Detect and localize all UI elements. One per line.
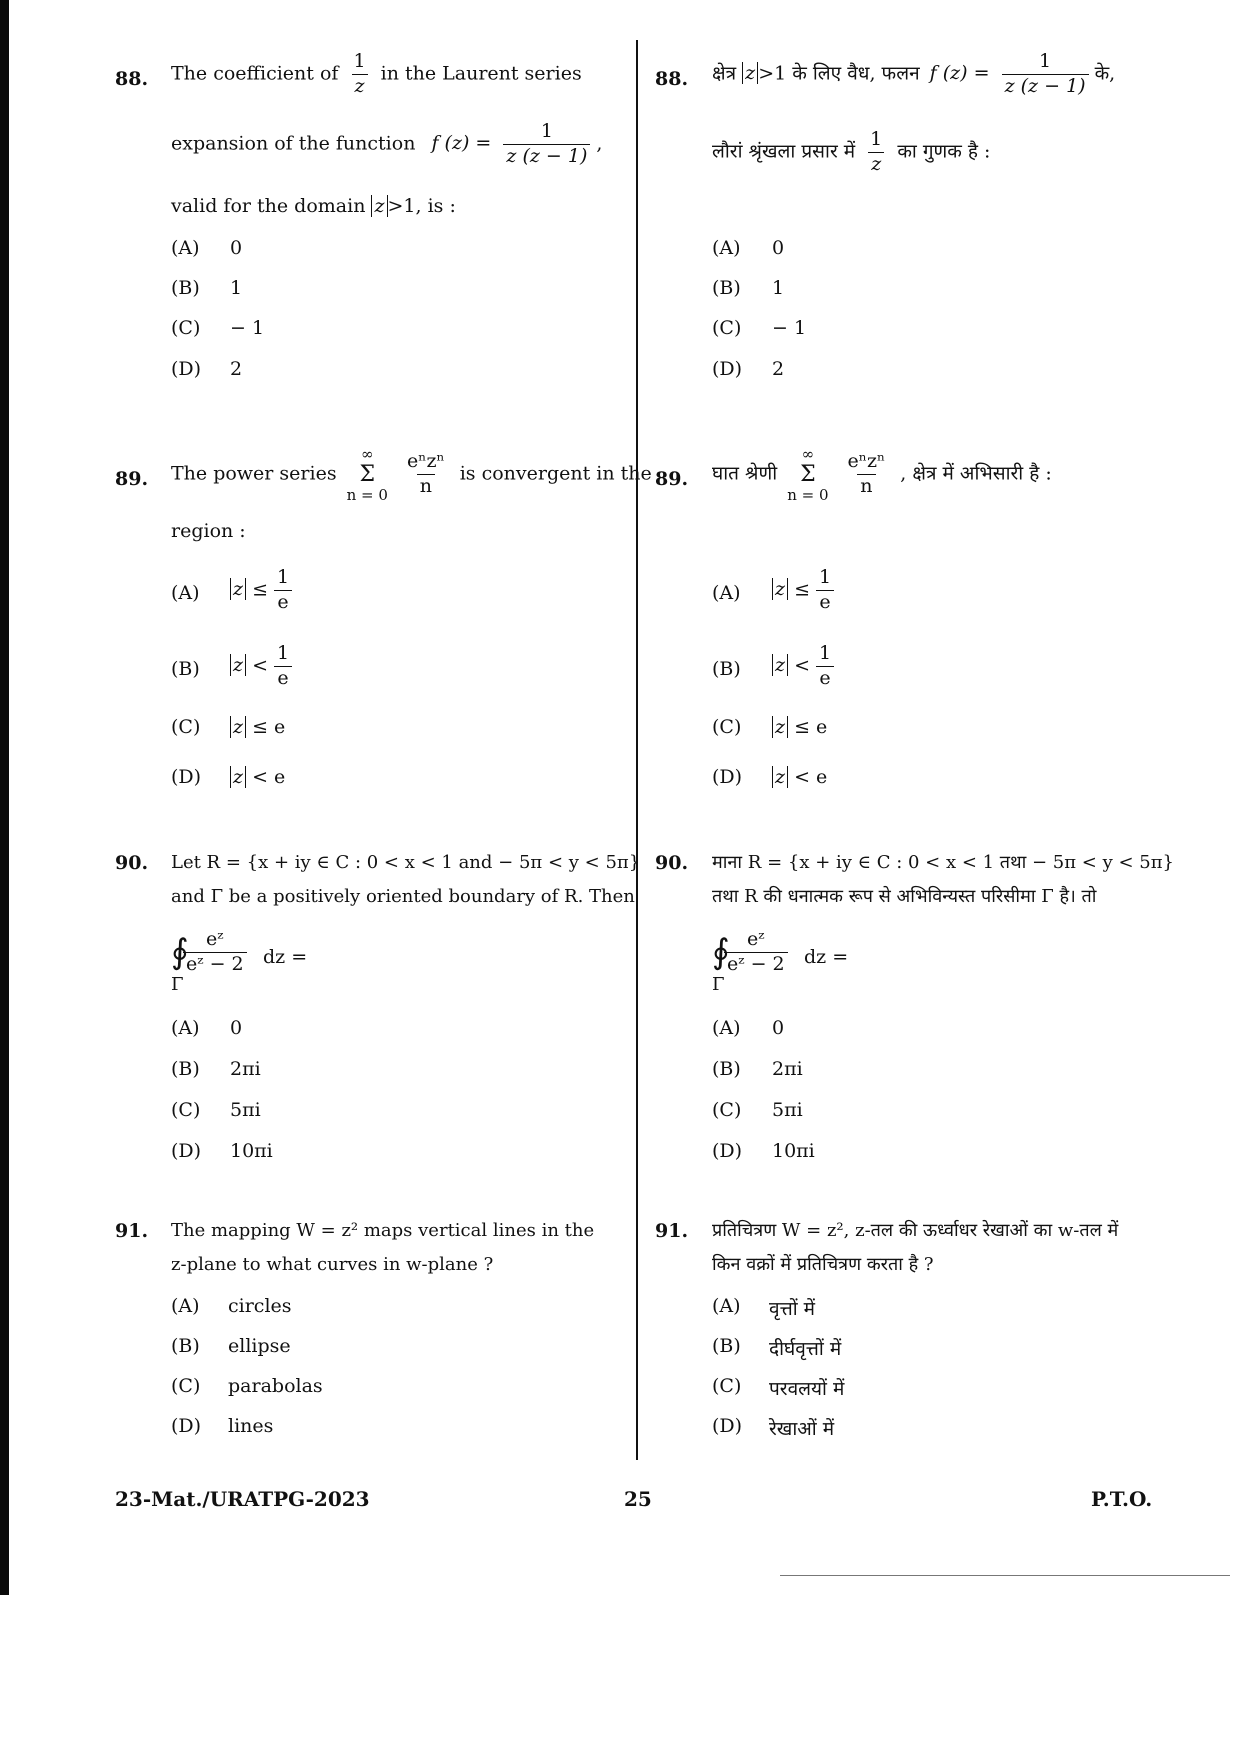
- fraction: [816, 644, 834, 689]
- option-value: दीर्घवृत्तों में: [769, 1338, 842, 1360]
- question-text: [171, 52, 582, 97]
- option-label: (D): [171, 1140, 202, 1162]
- denominator: z: [352, 74, 368, 97]
- numerator: 1: [540, 120, 553, 142]
- denominator: e: [816, 590, 833, 613]
- option-label: (D): [171, 766, 202, 788]
- absolute-value: z: [772, 766, 788, 788]
- question-number: 91.: [115, 1220, 149, 1242]
- fraction: [404, 452, 448, 497]
- option-label: (C): [171, 1375, 201, 1397]
- question-text: [171, 195, 456, 218]
- denominator: eᶻ − 2: [183, 952, 247, 975]
- option-value: 2: [772, 358, 785, 380]
- sum-lower-limit: n = 0: [346, 485, 388, 504]
- text-segment: is convergent in the: [459, 462, 652, 485]
- option-value: परवलयों में: [769, 1378, 845, 1400]
- option-label: (D): [171, 358, 202, 380]
- absolute-value: z: [230, 766, 246, 788]
- text-segment: का गुणक है :: [897, 140, 991, 163]
- numerator: eᶻ: [206, 928, 224, 950]
- numerator: 1: [818, 566, 832, 588]
- numerator: 1: [870, 128, 883, 150]
- denominator: eᶻ − 2: [724, 952, 788, 975]
- option-label: (A): [712, 237, 741, 259]
- text-segment: >1, is :: [387, 195, 456, 217]
- fraction: [1002, 52, 1089, 97]
- function-lhs: f (z) =: [431, 132, 492, 155]
- option-label: (C): [171, 317, 201, 339]
- relation: ≤ e: [794, 716, 828, 738]
- fraction: [350, 52, 368, 97]
- option-value: [230, 766, 285, 788]
- sigma-symbol: Σ: [359, 461, 376, 487]
- numerator: 1: [818, 642, 832, 664]
- summation: [787, 446, 828, 503]
- numerator: 1: [1039, 50, 1052, 72]
- option-label: (D): [712, 358, 743, 380]
- question-text: प्रतिचित्रण W = z², z-तल की ऊर्ध्वाधर रेखाओं का w-तल में: [712, 1220, 1119, 1241]
- punctuation: ,: [596, 132, 603, 155]
- denominator: e: [274, 666, 291, 689]
- fraction: [724, 930, 788, 975]
- numerator: 1: [353, 50, 366, 72]
- question-text: and Γ be a positively oriented boundary of R. Then: [171, 886, 635, 907]
- option-label: (B): [712, 658, 741, 680]
- absolute-value: z: [742, 62, 758, 84]
- option-value: − 1: [772, 317, 807, 339]
- numerator: 1: [276, 566, 290, 588]
- option-value: 2: [230, 358, 243, 380]
- absolute-value: z: [230, 578, 246, 600]
- summation: [347, 446, 388, 503]
- fraction: [816, 568, 834, 613]
- option-value: [230, 716, 285, 738]
- option-value: [772, 568, 840, 613]
- question-text: [171, 446, 652, 503]
- question-text: [712, 52, 1115, 97]
- function-lhs: f (z) =: [929, 62, 990, 85]
- contour-label: Γ: [712, 974, 725, 995]
- question-text: z-plane to what curves in w-plane ?: [171, 1254, 494, 1275]
- option-label: (B): [712, 1058, 741, 1080]
- question-number: 91.: [655, 1220, 689, 1242]
- option-label: (A): [171, 1017, 200, 1039]
- question-number: 88.: [115, 68, 149, 90]
- question-text: The mapping W = z² maps vertical lines in the: [171, 1220, 595, 1241]
- exam-code: 23-Mat./URATPG-2023: [115, 1487, 370, 1511]
- denominator: z (z − 1): [1002, 74, 1089, 97]
- fraction: [503, 122, 590, 167]
- please-turn-over: P.T.O.: [1091, 1487, 1153, 1511]
- numerator: eⁿzⁿ: [406, 450, 445, 473]
- denominator: e: [274, 590, 291, 613]
- text-segment: The power series: [171, 462, 337, 485]
- option-label: (C): [712, 317, 742, 339]
- option-value: ellipse: [228, 1335, 291, 1357]
- option-label: (B): [712, 1335, 741, 1357]
- option-label: (C): [712, 1375, 742, 1397]
- option-value: रेखाओं में: [769, 1418, 835, 1440]
- question-text: माना R = {x + iy ∈ C : 0 < x < 1 तथा − 5π < y < 5π}: [712, 852, 1174, 873]
- absolute-value: z: [772, 578, 788, 600]
- option-value: 10πi: [772, 1140, 815, 1162]
- sigma-symbol: Σ: [800, 461, 816, 487]
- option-label: (B): [712, 277, 741, 299]
- fraction: [183, 930, 247, 975]
- text-segment: के,: [1094, 62, 1116, 85]
- absolute-value: z: [230, 716, 246, 738]
- denominator: e: [816, 666, 833, 689]
- option-value: [230, 644, 298, 689]
- sum-upper-limit: ∞: [361, 445, 374, 463]
- column-divider: [636, 40, 638, 1460]
- relation: ≤: [794, 578, 810, 601]
- contour-integral: [712, 930, 912, 1000]
- sum-lower-limit: n = 0: [787, 485, 829, 504]
- relation: < e: [794, 766, 828, 788]
- relation: ≤ e: [252, 716, 286, 738]
- option-label: (C): [171, 1099, 201, 1121]
- absolute-value: z: [772, 716, 788, 738]
- option-value: 2πi: [772, 1058, 803, 1080]
- option-label: (D): [712, 1140, 743, 1162]
- text-segment: valid for the domain: [171, 195, 366, 217]
- option-label: (A): [171, 1295, 200, 1317]
- option-value: 2πi: [230, 1058, 261, 1080]
- option-label: (D): [712, 766, 743, 788]
- text-segment: घात श्रेणी: [712, 462, 778, 485]
- question-text: [171, 122, 602, 167]
- contour-label: Γ: [171, 974, 184, 995]
- option-label: (A): [712, 582, 741, 604]
- absolute-value: z: [230, 654, 246, 676]
- text-segment: , क्षेत्र में अभिसारी है :: [900, 462, 1052, 485]
- option-value: [230, 568, 298, 613]
- question-text: तथा R की धनात्मक रूप से अभिविन्यस्त परिसीमा Γ है। तो: [712, 886, 1097, 907]
- option-label: (C): [712, 716, 742, 738]
- option-value: circles: [228, 1295, 292, 1317]
- relation: <: [794, 654, 810, 677]
- text-segment: लौरां श्रृंखला प्रसार में: [712, 140, 856, 163]
- text-segment: क्षेत्र: [712, 62, 737, 85]
- relation: <: [252, 654, 268, 677]
- denominator: n: [857, 474, 875, 497]
- option-value: 0: [230, 237, 243, 259]
- differential: dz =: [804, 946, 849, 968]
- option-label: (B): [171, 658, 200, 680]
- option-label: (B): [171, 277, 200, 299]
- denominator: z: [868, 152, 884, 175]
- relation: ≤: [252, 578, 268, 601]
- question-number: 90.: [115, 852, 149, 874]
- option-value: parabolas: [228, 1375, 323, 1397]
- page-number: 25: [624, 1487, 652, 1511]
- sum-upper-limit: ∞: [801, 445, 815, 463]
- option-label: (D): [171, 1415, 202, 1437]
- option-label: (B): [171, 1058, 200, 1080]
- option-value: [772, 766, 827, 788]
- question-text: region :: [171, 520, 246, 542]
- option-label: (A): [712, 1295, 741, 1317]
- option-label: (A): [171, 237, 200, 259]
- question-text: Let R = {x + iy ∈ C : 0 < x < 1 and − 5π < y < 5π}: [171, 852, 641, 873]
- text-segment: The coefficient of: [171, 62, 339, 85]
- question-number: 90.: [655, 852, 689, 874]
- option-label: (D): [712, 1415, 743, 1437]
- option-label: (C): [712, 1099, 742, 1121]
- fraction: [845, 452, 889, 497]
- denominator: z (z − 1): [503, 144, 590, 167]
- absolute-value: z: [371, 195, 387, 217]
- text-segment: expansion of the function: [171, 132, 416, 155]
- numerator: 1: [276, 642, 290, 664]
- numerator: eᶻ: [747, 928, 765, 950]
- option-value: 1: [772, 277, 785, 299]
- option-label: (C): [171, 716, 201, 738]
- binding-edge: [0, 0, 9, 1595]
- footer-rule: [780, 1575, 1230, 1576]
- option-value: 1: [230, 277, 243, 299]
- option-value: 5πi: [772, 1099, 803, 1121]
- question-number: 89.: [115, 468, 149, 490]
- fraction: [274, 568, 292, 613]
- text-segment: >1 के लिए वैध, फलन: [758, 62, 920, 85]
- fraction: [274, 644, 292, 689]
- option-label: (B): [171, 1335, 200, 1357]
- question-number: 88.: [655, 68, 689, 90]
- fraction: [867, 130, 885, 175]
- question-text: [712, 446, 1052, 503]
- question-text: किन वक्रों में प्रतिचित्रण करता है ?: [712, 1254, 934, 1275]
- absolute-value: z: [772, 654, 788, 676]
- option-value: 10πi: [230, 1140, 273, 1162]
- option-value: [772, 644, 840, 689]
- option-value: 0: [230, 1017, 243, 1039]
- numerator: eⁿzⁿ: [847, 450, 886, 473]
- question-text: [712, 130, 990, 175]
- option-value: lines: [228, 1415, 274, 1437]
- denominator: n: [417, 474, 435, 497]
- option-value: 0: [772, 237, 785, 259]
- option-value: − 1: [230, 317, 265, 339]
- differential: dz =: [263, 946, 308, 968]
- question-number: 89.: [655, 468, 689, 490]
- option-value: 0: [772, 1017, 785, 1039]
- contour-integral-symbol: ∮: [712, 932, 730, 972]
- contour-integral: [171, 930, 371, 1000]
- contour-integral-symbol: ∮: [171, 932, 189, 972]
- relation: < e: [252, 766, 286, 788]
- option-value: [772, 716, 827, 738]
- text-segment: in the Laurent series: [380, 62, 582, 85]
- option-value: 5πi: [230, 1099, 261, 1121]
- option-label: (A): [712, 1017, 741, 1039]
- option-value: वृत्तों में: [769, 1298, 816, 1320]
- option-label: (A): [171, 582, 200, 604]
